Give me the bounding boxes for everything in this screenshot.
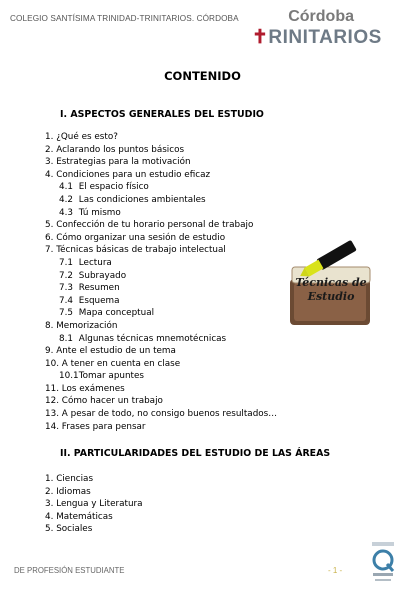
toc-item-label: Aclarando los puntos básicos <box>56 144 185 155</box>
toc-item <box>45 144 277 157</box>
toc-item-label: ¿Qué es esto? <box>56 132 118 142</box>
toc-item-label: Memorización <box>56 320 118 331</box>
toc-item-label: Idiomas <box>56 486 91 497</box>
toc-item <box>45 207 277 220</box>
toc-item <box>45 244 277 257</box>
toc-item <box>45 232 277 245</box>
toc-item-label: Cómo hacer un trabajo <box>61 396 163 407</box>
toc-item-label: Tomar apuntes <box>78 371 144 382</box>
study-techniques-illustration <box>288 233 374 329</box>
toc-item-number: 7.3 <box>59 283 73 294</box>
toc-item-label: Tú mismo <box>78 207 121 218</box>
toc-item-number: 9. <box>45 346 54 357</box>
toc-item <box>45 395 277 408</box>
toc-item-number: 4.2 <box>59 194 73 205</box>
toc-item-number: 5. <box>45 524 54 535</box>
toc-item <box>45 421 277 434</box>
footer-left-text: DE PROFESIÓN ESTUDIANTE <box>14 566 125 575</box>
toc-item <box>45 156 277 169</box>
toc-item-label: Mapa conceptual <box>78 308 155 319</box>
section-2-list <box>45 473 143 536</box>
toc-item-number: 10.1 <box>59 371 79 382</box>
toc-item-number: 13. <box>45 409 59 420</box>
toc-item-label: Matemáticas <box>56 511 113 522</box>
toc-item-number: 2. <box>45 486 54 497</box>
section-1-list <box>45 131 277 433</box>
toc-item <box>45 358 277 371</box>
toc-item-number: 8.1 <box>59 333 73 344</box>
toc-item-number: 7.5 <box>59 308 73 319</box>
school-logo <box>252 8 382 52</box>
toc-item <box>45 219 277 232</box>
toc-item-number: 4. <box>45 511 54 522</box>
toc-item <box>45 295 277 308</box>
toc-item-label: Lengua y Literatura <box>56 499 143 510</box>
illustration-caption-line2: Estudio <box>307 290 355 303</box>
toc-item-label: Confección de tu horario personal de trabajo <box>56 220 254 231</box>
toc-item-number: 12. <box>45 396 59 407</box>
toc-item-label: Cómo organizar una sesión de estudio <box>56 232 226 243</box>
toc-item-number: 11. <box>45 383 59 394</box>
logo-cordoba-text: Córdoba <box>288 8 354 25</box>
toc-item-number: 5. <box>45 220 54 231</box>
toc-item <box>45 486 143 499</box>
toc-item-number: 1. <box>45 132 54 142</box>
toc-item <box>45 523 143 536</box>
page-number: - 1 - <box>328 566 343 575</box>
toc-item-number: 3. <box>45 499 54 510</box>
section-1-heading: I. ASPECTOS GENERALES DEL ESTUDIO <box>60 109 264 120</box>
toc-item <box>45 345 277 358</box>
toc-item-label: Los exámenes <box>61 383 125 394</box>
header-school-name: COLEGIO SANTÍSIMA TRINIDAD-TRINITARIOS. CÓRDOBA <box>10 14 239 23</box>
toc-item-label: A pesar de todo, no consigo buenos resultados… <box>61 409 278 420</box>
toc-item-number: 4.3 <box>59 207 73 218</box>
toc-item-number: 8. <box>45 320 54 331</box>
toc-item <box>45 408 277 421</box>
toc-item <box>45 194 277 207</box>
toc-item-label: Frases para pensar <box>61 421 146 432</box>
illustration-caption-line1: Técnicas de <box>295 276 367 289</box>
toc-item-label: Ciencias <box>56 474 94 484</box>
cross-icon: ✝ <box>252 27 269 48</box>
toc-item-label: Algunas técnicas mnemotécnicas <box>78 333 227 344</box>
toc-item-number: 4. <box>45 169 54 180</box>
toc-item-number: 10. <box>45 358 59 369</box>
toc-item <box>45 370 277 383</box>
toc-item <box>45 307 277 320</box>
toc-item <box>45 333 277 346</box>
toc-item <box>45 498 143 511</box>
toc-item-label: A tener en cuenta en clase <box>61 358 181 369</box>
toc-item-label: Condiciones para un estudio eficaz <box>56 169 211 180</box>
toc-item-number: 7.4 <box>59 295 73 306</box>
section-2-heading: II. PARTICULARIDADES DEL ESTUDIO DE LAS ÁREAS <box>60 448 331 459</box>
toc-item <box>45 282 277 295</box>
logo-trinitarios-text: ✝RINITARIOS <box>252 27 382 48</box>
toc-item-label: Lectura <box>78 257 112 268</box>
toc-item <box>45 169 277 182</box>
toc-item-number: 6. <box>45 232 54 243</box>
toc-item-label: Resumen <box>78 283 120 294</box>
toc-item-label: Las condiciones ambientales <box>78 194 206 205</box>
toc-item <box>45 257 277 270</box>
toc-item <box>45 320 277 333</box>
toc-item-number: 2. <box>45 144 54 155</box>
toc-item-label: Estrategias para la motivación <box>56 157 191 168</box>
toc-item-number: 1. <box>45 474 54 484</box>
toc-item-number: 3. <box>45 157 54 168</box>
toc-item <box>45 131 277 144</box>
toc-item-label: Técnicas básicas de trabajo intelectual <box>56 245 226 256</box>
toc-item <box>45 383 277 396</box>
toc-item-number: 7.2 <box>59 270 73 281</box>
toc-item-label: El espacio físico <box>78 182 149 193</box>
toc-item-label: Subrayado <box>78 270 127 281</box>
page-title: CONTENIDO <box>164 69 241 83</box>
toc-item-number: 4.1 <box>59 182 73 193</box>
toc-item-label: Esquema <box>78 295 120 306</box>
toc-item-number: 14. <box>45 421 59 432</box>
toc-item <box>45 473 143 486</box>
toc-item <box>45 511 143 524</box>
toc-item-number: 7.1 <box>59 257 73 268</box>
toc-item-label: Ante el estudio de un tema <box>56 346 176 357</box>
toc-item <box>45 270 277 283</box>
quality-badge-icon <box>368 540 398 586</box>
toc-item <box>45 181 277 194</box>
toc-item-label: Sociales <box>56 524 93 535</box>
toc-item-number: 7. <box>45 245 54 256</box>
